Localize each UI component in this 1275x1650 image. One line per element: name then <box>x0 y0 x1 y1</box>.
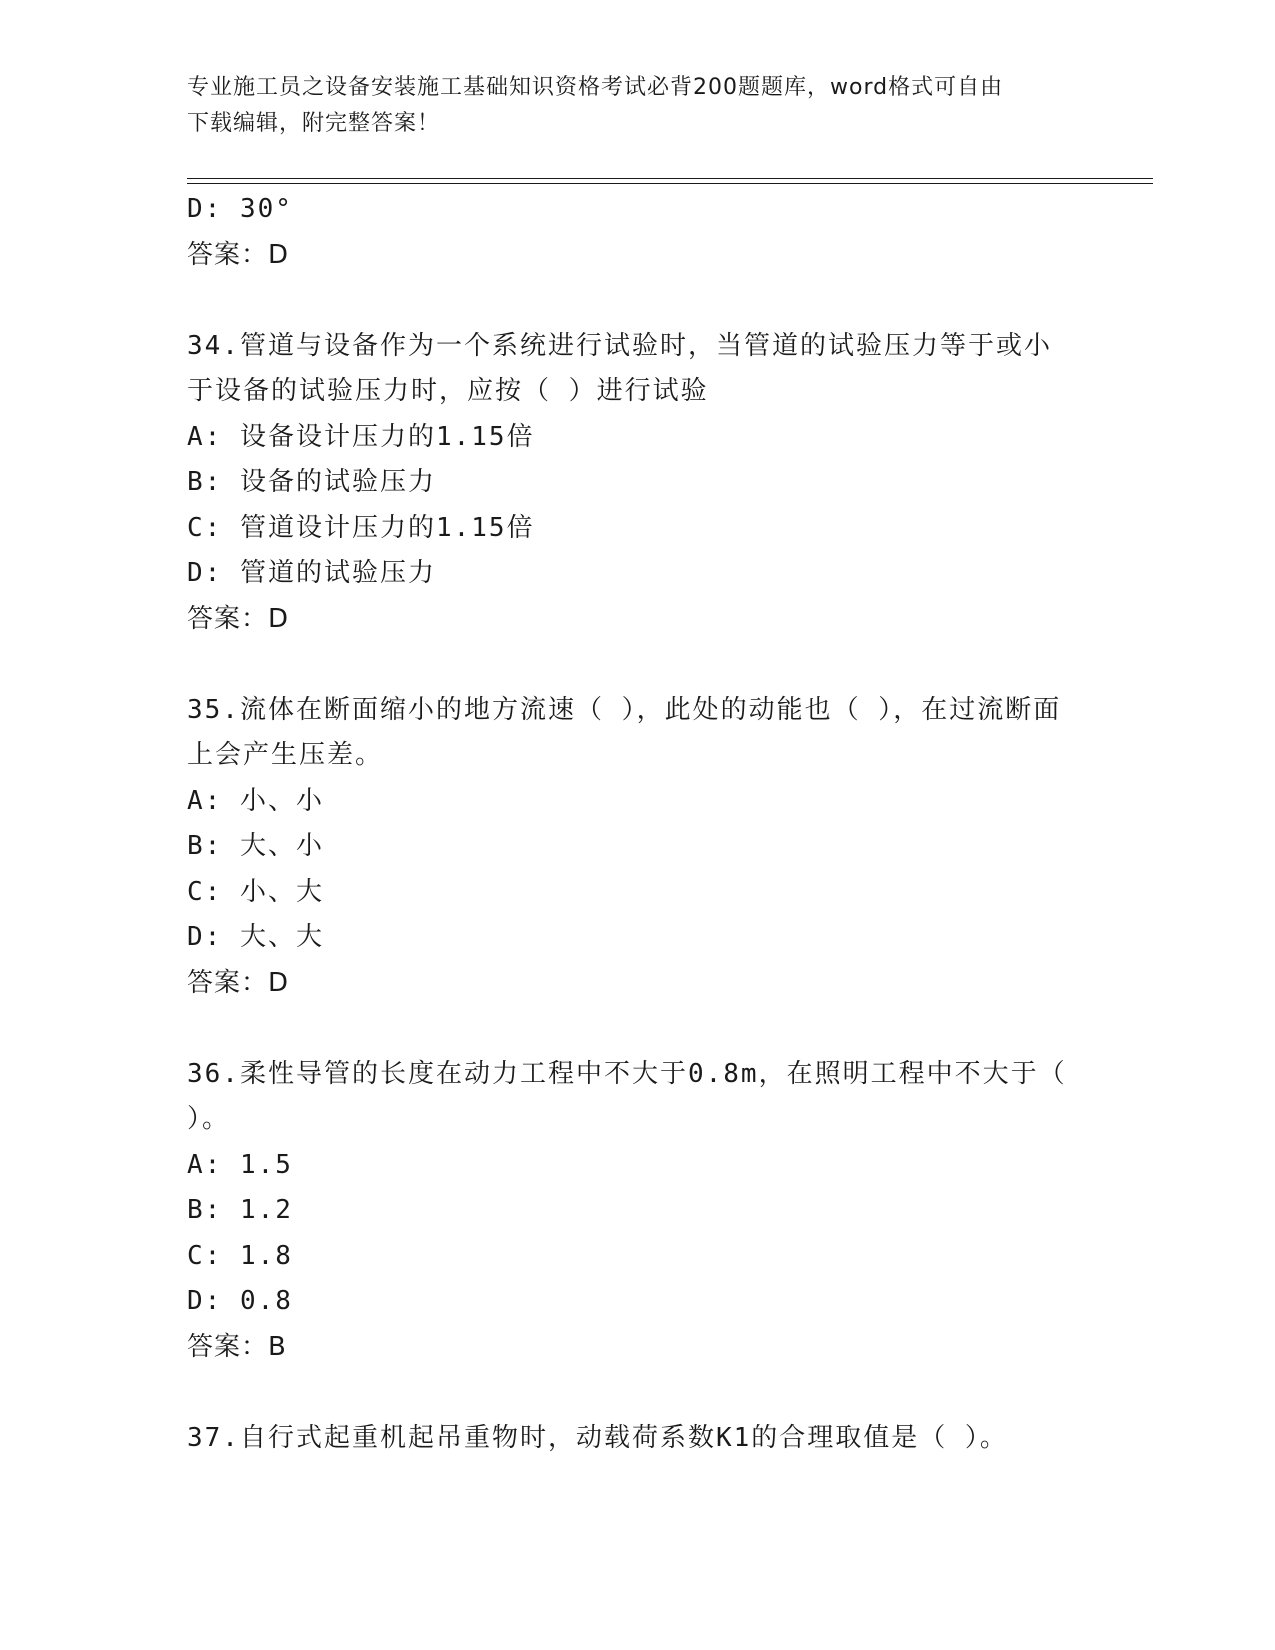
header-title-line-1: 专业施工员之设备安装施工基础知识资格考试必背200题题库，word格式可自由 <box>187 75 1004 100</box>
prev-answer: 答案：D <box>187 239 290 270</box>
question-34-option-b: B: 设备的试验压力 <box>187 467 436 497</box>
prev-option-d: D: 30° <box>187 194 293 224</box>
spacer <box>187 1370 1087 1416</box>
question-35-option-b: B: 大、小 <box>187 831 324 861</box>
question-34-answer: 答案：D <box>187 603 290 634</box>
question-37-text: 37.自行式起重机起吊重物时，动载荷系数K1的合理取值是（ ）。 <box>187 1422 1008 1453</box>
question-36-option-a: A: 1.5 <box>187 1149 293 1180</box>
question-36-option-c: C: 1.8 <box>187 1240 293 1271</box>
spacer <box>187 1006 1087 1052</box>
question-35-option-d: D: 大、大 <box>187 922 324 952</box>
question-35-option-a: A: 小、小 <box>187 785 324 816</box>
question-list <box>187 187 1087 1461</box>
question-35-text: 35.流体在断面缩小的地方流速（ ），此处的动能也（ ），在过流断面上会产生压差。 <box>187 694 1062 770</box>
question-36-option-d: D: 0.8 <box>187 1286 293 1316</box>
page-header <box>187 70 1087 142</box>
spacer <box>187 278 1087 324</box>
question-36-option-b: B: 1.2 <box>187 1195 293 1225</box>
question-36-text: 36.柔性导管的长度在动力工程中不大于0.8m，在照明工程中不大于（ ）。 <box>187 1058 1067 1134</box>
question-34-option-d: D: 管道的试验压力 <box>187 558 436 588</box>
question-34-option-c: C: 管道设计压力的1.15倍 <box>187 512 535 543</box>
header-title-line-2: 下载编辑，附完整答案！ <box>187 111 441 136</box>
header-divider <box>187 178 1153 184</box>
question-34-option-a: A: 设备设计压力的1.15倍 <box>187 421 535 452</box>
question-34-text: 34.管道与设备作为一个系统进行试验时，当管道的试验压力等于或小于设备的试验压力时，应按（ ）进行试验 <box>187 330 1052 406</box>
question-35-answer: 答案：D <box>187 967 290 998</box>
question-35-option-c: C: 小、大 <box>187 876 324 907</box>
spacer <box>187 642 1087 688</box>
question-36-answer: 答案：B <box>187 1331 287 1362</box>
